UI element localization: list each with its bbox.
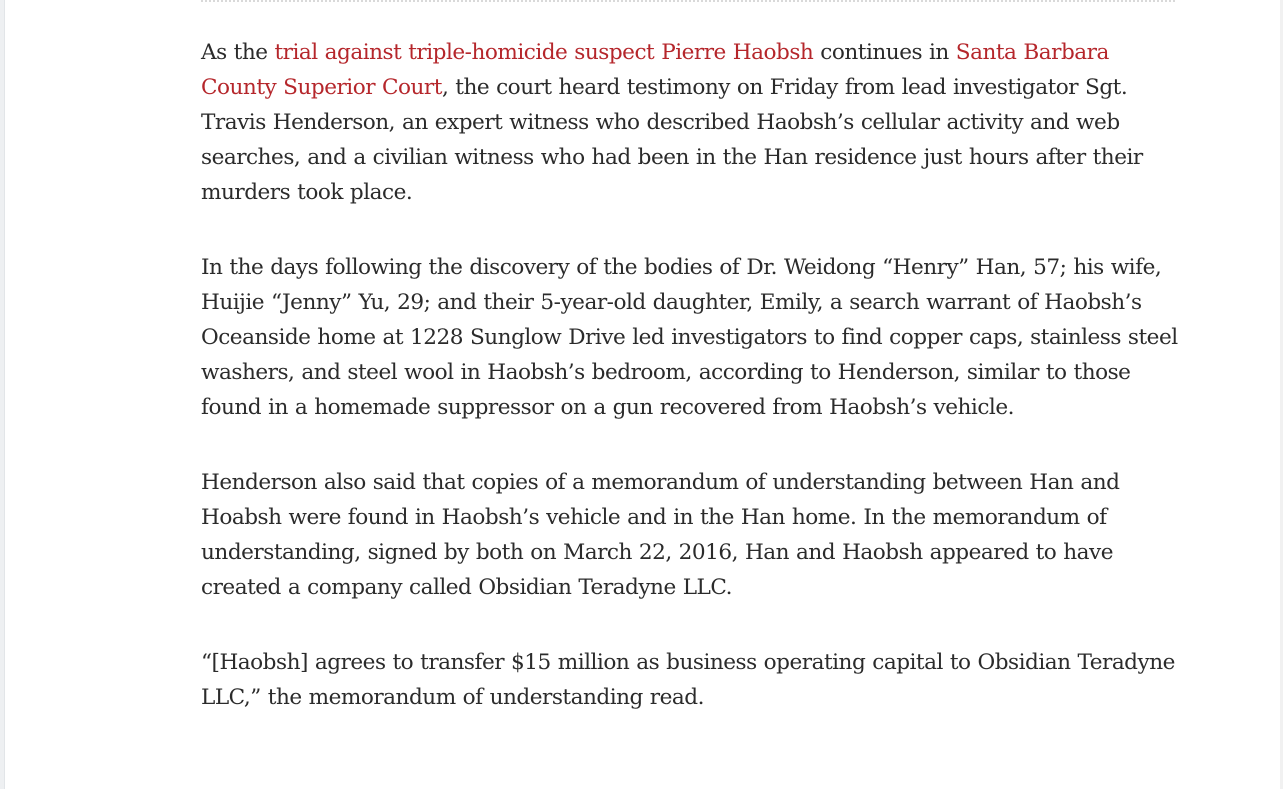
paragraph-4: “[Haobsh] agrees to transfer $15 million as business operating capital to Obsidian Teradyne LLC,” the memorandum of understanding read. <box>201 650 1175 710</box>
paragraph-3: Henderson also said that copies of a memorandum of understanding between Han and Hoabsh were found in Haobsh’s vehicle and in the Han home. In the memorandum of understanding, signed by both on March 22, 2016, Han and Haobsh appeared to have created a company called Obsidian Teradyne LLC. <box>201 470 1120 600</box>
court-link[interactable]: Santa Barbara County Superior Court <box>201 40 1109 100</box>
trial-link[interactable]: trial against triple-homicide suspect Pierre Haobsh <box>274 40 814 65</box>
p1-text-middle: continues in <box>813 40 956 65</box>
top-divider <box>201 0 1175 2</box>
article-body <box>201 35 1186 755</box>
paragraph-1 <box>201 35 1186 210</box>
p1-text-start: As the <box>201 40 275 65</box>
p1-text-end: , the court heard testimony on Friday from lead investigator Sgt. Travis Henderson, an expert witness who described Haobsh’s cellular activity and web searches, and a civilian witness who had been in the Han residence just hours after their murders took place. <box>201 75 1143 205</box>
left-panel-edge <box>0 0 5 789</box>
paragraph-2: In the days following the discovery of the bodies of Dr. Weidong “Henry” Han, 57; his wife, Huijie “Jenny” Yu, 29; and their 5-year-old daughter, Emily, a search warrant of Haobsh’s Oceanside home at 1228 Sunglow Drive led investigators to find copper caps, stainless steel washers, and steel wool in Haobsh’s bedroom, according to Henderson, similar to those found in a homemade suppressor on a gun recovered from Haobsh’s vehicle. <box>201 255 1178 420</box>
